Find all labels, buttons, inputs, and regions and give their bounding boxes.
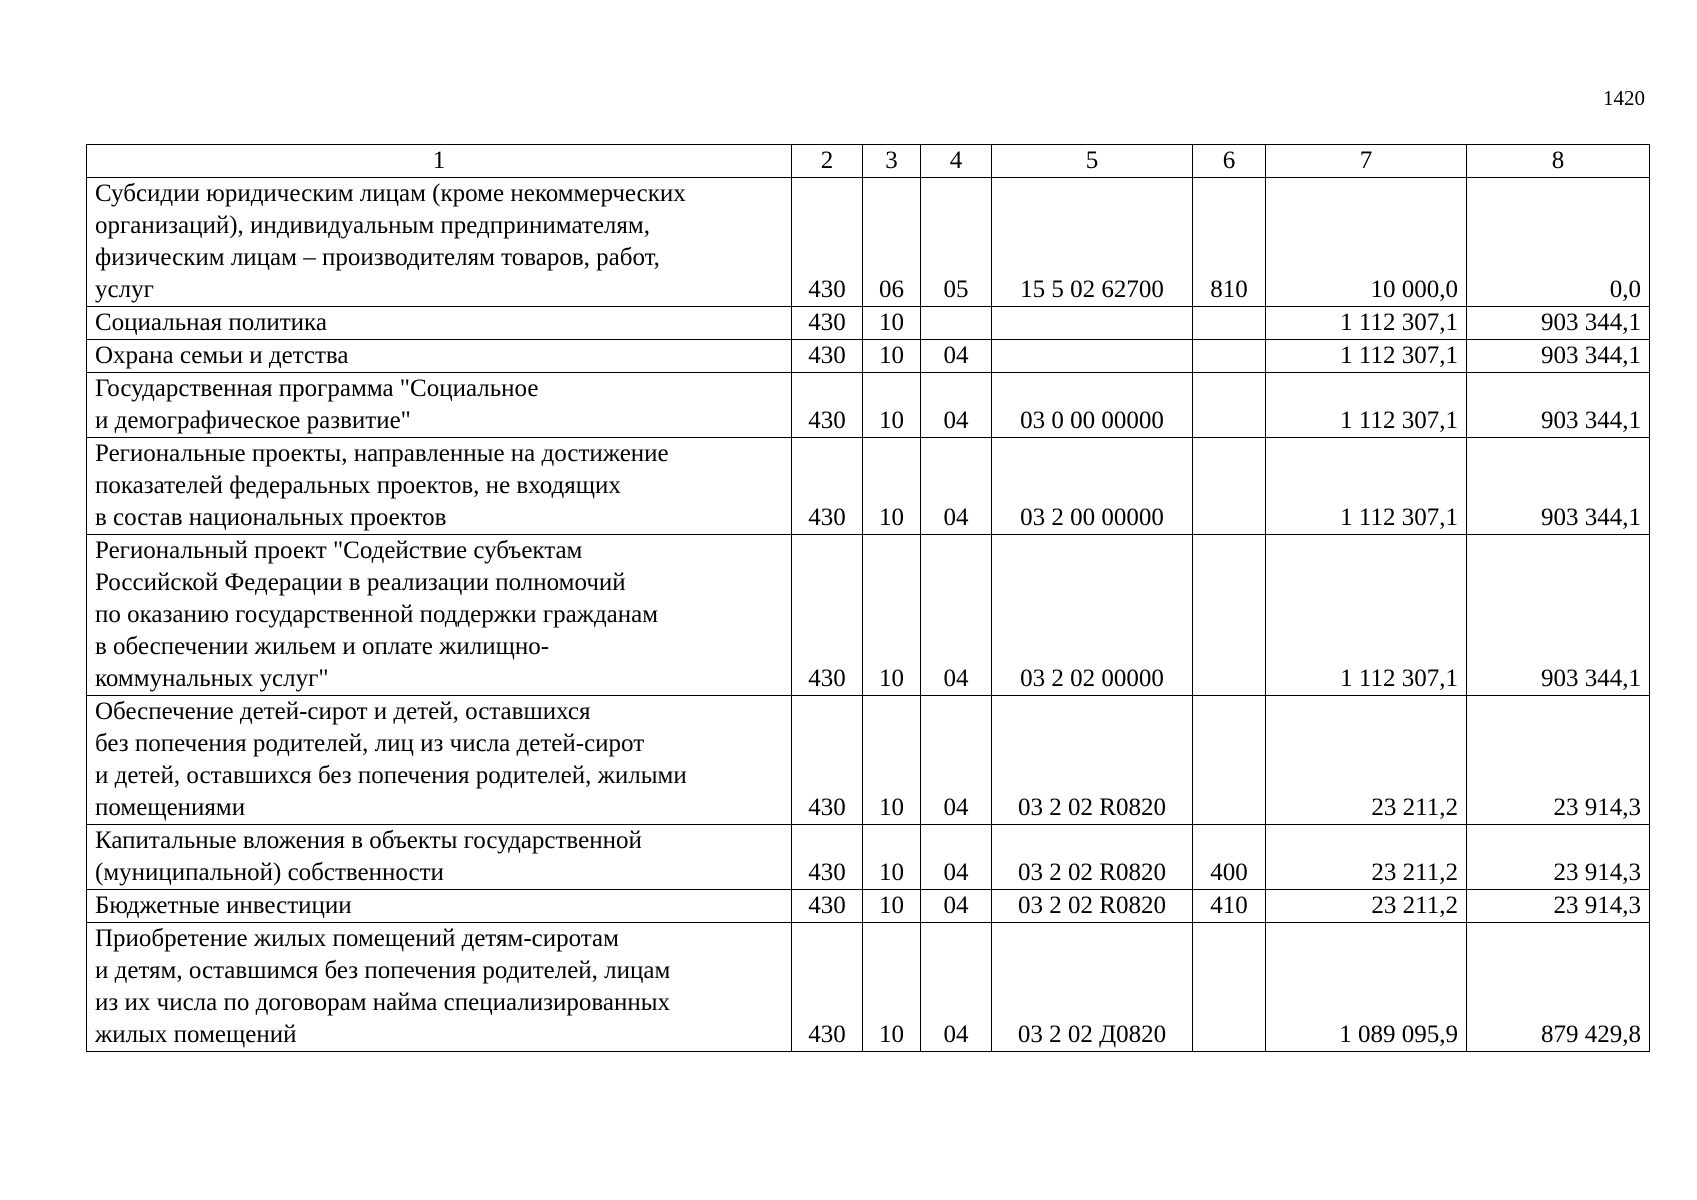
row-expense-type bbox=[1193, 535, 1266, 696]
row-ministry-code: 430 bbox=[792, 890, 863, 923]
row-target-code: 03 2 00 00000 bbox=[992, 438, 1193, 535]
row-expense-type bbox=[1193, 373, 1266, 438]
row-amount-1: 23 211,2 bbox=[1266, 696, 1467, 825]
table-row bbox=[87, 178, 1650, 307]
row-ministry-code: 430 bbox=[792, 923, 863, 1052]
row-ministry-code: 430 bbox=[792, 307, 863, 340]
row-amount-1: 23 211,2 bbox=[1266, 825, 1467, 890]
row-expense-type: 400 bbox=[1193, 825, 1266, 890]
row-expense-type bbox=[1193, 438, 1266, 535]
row-amount-2: 23 914,3 bbox=[1467, 696, 1650, 825]
row-expense-type: 410 bbox=[1193, 890, 1266, 923]
row-amount-1: 23 211,2 bbox=[1266, 890, 1467, 923]
row-target-code bbox=[992, 307, 1193, 340]
row-subsection-code: 04 bbox=[921, 438, 992, 535]
row-expense-type bbox=[1193, 923, 1266, 1052]
row-name: Государственная программа "Социальное и демографическое развитие" bbox=[87, 373, 792, 438]
page-number: 1420 bbox=[1603, 86, 1645, 110]
row-target-code: 15 5 02 62700 bbox=[992, 178, 1193, 307]
row-target-code: 03 2 02 R0820 bbox=[992, 825, 1193, 890]
row-subsection-code: 04 bbox=[921, 923, 992, 1052]
row-section-code: 10 bbox=[863, 696, 921, 825]
row-subsection-code: 04 bbox=[921, 825, 992, 890]
row-section-code: 10 bbox=[863, 890, 921, 923]
row-amount-2: 903 344,1 bbox=[1467, 438, 1650, 535]
row-expense-type: 810 bbox=[1193, 178, 1266, 307]
row-section-code: 10 bbox=[863, 825, 921, 890]
row-subsection-code: 04 bbox=[921, 340, 992, 373]
table-row bbox=[87, 825, 1650, 890]
row-amount-1: 1 112 307,1 bbox=[1266, 373, 1467, 438]
table-row bbox=[87, 696, 1650, 825]
row-amount-2: 903 344,1 bbox=[1467, 535, 1650, 696]
row-target-code: 03 2 02 00000 bbox=[992, 535, 1193, 696]
row-name: Бюджетные инвестиции bbox=[87, 890, 792, 923]
row-amount-1: 1 112 307,1 bbox=[1266, 340, 1467, 373]
table-row bbox=[87, 923, 1650, 1052]
row-amount-1: 1 112 307,1 bbox=[1266, 535, 1467, 696]
row-target-code: 03 2 02 Д0820 bbox=[992, 923, 1193, 1052]
row-subsection-code bbox=[921, 307, 992, 340]
row-ministry-code: 430 bbox=[792, 535, 863, 696]
row-amount-2: 903 344,1 bbox=[1467, 307, 1650, 340]
row-ministry-code: 430 bbox=[792, 696, 863, 825]
table-row bbox=[87, 438, 1650, 535]
row-target-code: 03 2 02 R0820 bbox=[992, 696, 1193, 825]
header-col-5: 5 bbox=[992, 145, 1193, 178]
row-section-code: 10 bbox=[863, 923, 921, 1052]
row-subsection-code: 05 bbox=[921, 178, 992, 307]
row-expense-type bbox=[1193, 696, 1266, 825]
header-col-2: 2 bbox=[792, 145, 863, 178]
row-target-code: 03 0 00 00000 bbox=[992, 373, 1193, 438]
table-row bbox=[87, 307, 1650, 340]
row-amount-1: 1 112 307,1 bbox=[1266, 307, 1467, 340]
row-subsection-code: 04 bbox=[921, 696, 992, 825]
header-col-6: 6 bbox=[1193, 145, 1266, 178]
row-ministry-code: 430 bbox=[792, 340, 863, 373]
row-name: Региональные проекты, направленные на достижение показателей федеральных проектов, не входящих в состав национальных проектов bbox=[87, 438, 792, 535]
row-target-code: 03 2 02 R0820 bbox=[992, 890, 1193, 923]
row-amount-2: 23 914,3 bbox=[1467, 890, 1650, 923]
row-amount-1: 1 112 307,1 bbox=[1266, 438, 1467, 535]
row-section-code: 10 bbox=[863, 535, 921, 696]
row-ministry-code: 430 bbox=[792, 438, 863, 535]
row-name: Региональный проект "Содействие субъектам Российской Федерации в реализации полномочий по оказанию государственной поддержки гражданам в обеспечении жильем и оплате жилищно- коммунальных услуг" bbox=[87, 535, 792, 696]
table-header-row bbox=[87, 145, 1650, 178]
table-row bbox=[87, 373, 1650, 438]
row-ministry-code: 430 bbox=[792, 178, 863, 307]
row-name: Социальная политика bbox=[87, 307, 792, 340]
row-ministry-code: 430 bbox=[792, 825, 863, 890]
row-amount-1: 1 089 095,9 bbox=[1266, 923, 1467, 1052]
row-section-code: 10 bbox=[863, 438, 921, 535]
header-col-3: 3 bbox=[863, 145, 921, 178]
row-amount-2: 903 344,1 bbox=[1467, 373, 1650, 438]
row-name: Охрана семьи и детства bbox=[87, 340, 792, 373]
budget-table bbox=[86, 144, 1650, 1052]
row-expense-type bbox=[1193, 340, 1266, 373]
row-amount-1: 10 000,0 bbox=[1266, 178, 1467, 307]
header-col-8: 8 bbox=[1467, 145, 1650, 178]
row-ministry-code: 430 bbox=[792, 373, 863, 438]
header-col-7: 7 bbox=[1266, 145, 1467, 178]
row-amount-2: 23 914,3 bbox=[1467, 825, 1650, 890]
row-subsection-code: 04 bbox=[921, 373, 992, 438]
row-amount-2: 0,0 bbox=[1467, 178, 1650, 307]
row-section-code: 10 bbox=[863, 307, 921, 340]
header-col-4: 4 bbox=[921, 145, 992, 178]
row-expense-type bbox=[1193, 307, 1266, 340]
table-row bbox=[87, 890, 1650, 923]
table-row bbox=[87, 535, 1650, 696]
row-amount-2: 903 344,1 bbox=[1467, 340, 1650, 373]
row-section-code: 06 bbox=[863, 178, 921, 307]
row-amount-2: 879 429,8 bbox=[1467, 923, 1650, 1052]
row-name: Приобретение жилых помещений детям-сиротам и детям, оставшимся без попечения родителей, лицам из их числа по договорам найма специализированных жилых помещений bbox=[87, 923, 792, 1052]
header-col-1: 1 bbox=[87, 145, 792, 178]
row-subsection-code: 04 bbox=[921, 535, 992, 696]
row-name: Субсидии юридическим лицам (кроме некоммерческих организаций), индивидуальным предпринимателям, физическим лицам – производителям товаров, работ, услуг bbox=[87, 178, 792, 307]
row-subsection-code: 04 bbox=[921, 890, 992, 923]
row-name: Обеспечение детей-сирот и детей, оставшихся без попечения родителей, лиц из числа детей-сирот и детей, оставшихся без попечения родителей, жилыми помещениями bbox=[87, 696, 792, 825]
row-section-code: 10 bbox=[863, 373, 921, 438]
table-row bbox=[87, 340, 1650, 373]
row-section-code: 10 bbox=[863, 340, 921, 373]
row-target-code bbox=[992, 340, 1193, 373]
row-name: Капитальные вложения в объекты государственной (муниципальной) собственности bbox=[87, 825, 792, 890]
